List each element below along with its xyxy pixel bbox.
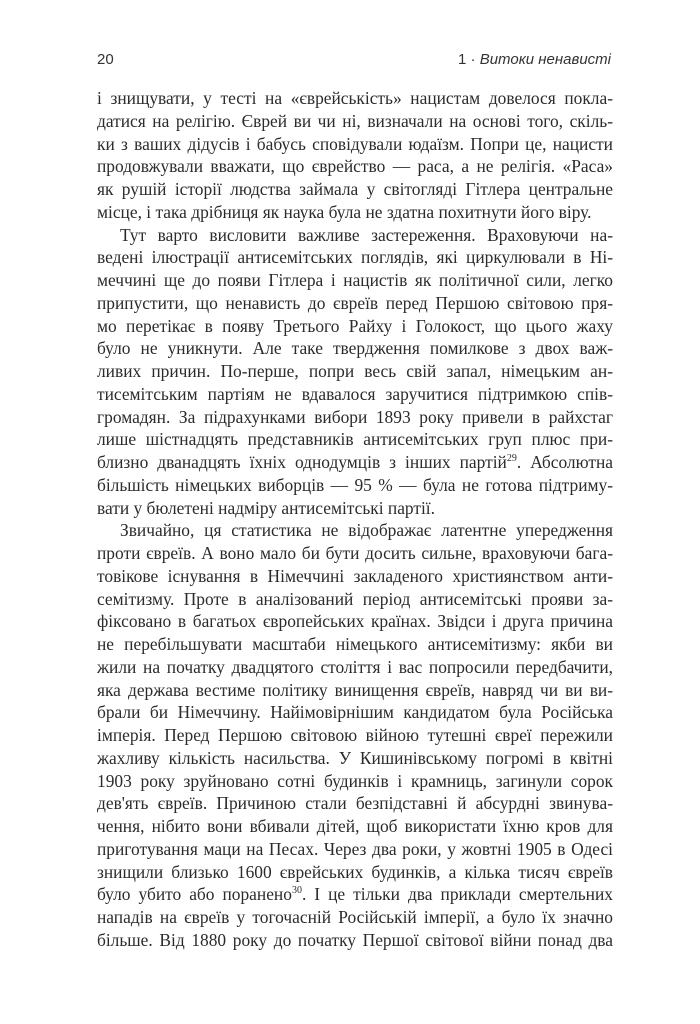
page-number: 20 bbox=[97, 51, 114, 68]
text-line bbox=[97, 610, 613, 633]
paragraph bbox=[97, 519, 613, 951]
text-line bbox=[97, 383, 613, 406]
text-line bbox=[97, 542, 613, 565]
text-line bbox=[97, 451, 613, 474]
line-text: ведені ілюстрації антисемітських поглядів, які циркулювали в Ні- bbox=[97, 247, 613, 268]
paragraph bbox=[97, 87, 613, 224]
line-text: приготування маци на Песах. Через два роки, у жовтні 1905 в Одесі bbox=[97, 838, 613, 859]
line-text: більше. Від 1880 року до початку Першої світової війни понад два bbox=[97, 929, 613, 950]
line-text: вати у бюлетені надміру антисемітські партії. bbox=[97, 497, 435, 518]
text-line bbox=[97, 133, 613, 156]
text-line bbox=[97, 861, 613, 884]
text-line bbox=[97, 269, 613, 292]
text-line bbox=[97, 929, 613, 952]
text-line bbox=[97, 201, 613, 224]
line-text: . Абсолютна bbox=[516, 452, 613, 472]
text-line bbox=[97, 679, 613, 702]
line-text: продовжували вважати, що єврейство — раса, а не релігія. «Раса» bbox=[97, 156, 613, 177]
line-text: товікове існування в Німеччині закладеного християнством анти- bbox=[97, 565, 613, 586]
line-text: громадян. За підрахунками вибори 1893 року привели в райхстаг bbox=[97, 406, 613, 427]
text-line bbox=[97, 838, 613, 861]
running-header bbox=[458, 51, 611, 68]
text-line bbox=[97, 292, 613, 315]
footnote-reference[interactable]: 29 bbox=[506, 453, 517, 465]
line-text: жили на початку двадцятого століття і вас попросили передбачити, bbox=[97, 656, 613, 677]
text-line bbox=[97, 815, 613, 838]
line-text: і знищувати, у тесті на «єврейськість» нацистам довелося покла- bbox=[97, 88, 613, 108]
line-text: семітизму. Проте в аналізований період антисемітські прояви за- bbox=[97, 588, 613, 609]
line-text: знищили близько 1600 єврейських будинків, а кілька тисяч євреїв bbox=[97, 861, 613, 882]
line-text: ки з ваших дідусів і бабусь сповідували юдаїзм. Попри це, нацисти bbox=[97, 133, 613, 154]
chapter-number: 1 bbox=[458, 51, 467, 68]
text-line bbox=[97, 724, 613, 747]
text-line bbox=[97, 656, 613, 679]
line-text: меччині ще до появи Гітлера і нацистів як політичної сили, легко bbox=[97, 270, 613, 290]
line-text: фіксовано в багатьох європейських країнах. Звідси і друга причина bbox=[97, 611, 613, 632]
line-text: проти євреїв. А воно мало би бути досить сильне, враховуючи бага- bbox=[97, 543, 613, 563]
line-text: дев'ять євреїв. Причиною стали безпідставні й абсурдні звинува- bbox=[97, 793, 613, 814]
line-text: було убито або поранено bbox=[97, 884, 292, 905]
text-line bbox=[97, 747, 613, 770]
line-text: тисемітським партіям не вдавалося заручитися підтримкою спів- bbox=[97, 383, 613, 404]
text-line bbox=[97, 588, 613, 611]
text-line bbox=[97, 497, 613, 520]
text-line bbox=[97, 633, 613, 656]
line-text: мо перетікає в появу Третього Райху і Голокост, що цього жаху bbox=[97, 315, 613, 336]
chapter-title: Витоки ненависті bbox=[479, 51, 611, 68]
line-text: нападів на євреїв у тогочасній Російській імперії, а було їх значно bbox=[97, 907, 613, 927]
footnote-reference[interactable]: 30 bbox=[291, 885, 302, 897]
text-line bbox=[97, 883, 613, 906]
text-line bbox=[97, 315, 613, 338]
text-line bbox=[97, 155, 613, 178]
paragraph bbox=[97, 224, 613, 520]
text-line bbox=[97, 87, 613, 110]
line-text: більшість німецьких виборців — 95 % — була не готова підтриму- bbox=[97, 474, 613, 495]
text-line bbox=[97, 110, 613, 133]
line-text: як рушій історії людства займала у світогляді Гітлера центральне bbox=[97, 179, 613, 199]
line-text: датися на релігію. Єврей ви чи ні, визначали на основі того, скіль- bbox=[97, 110, 613, 131]
text-line bbox=[97, 360, 613, 383]
line-text: не перебільшувати масштаби німецького антисемітизму: якби ви bbox=[97, 634, 613, 654]
line-text: лише шістнадцять представників антисемітських груп плюс при- bbox=[97, 429, 613, 450]
text-line bbox=[97, 406, 613, 429]
text-line bbox=[97, 906, 613, 929]
text-line bbox=[97, 337, 613, 360]
text-line bbox=[97, 224, 613, 247]
line-text: . І це тільки два приклади смертельних bbox=[301, 884, 613, 905]
text-line bbox=[97, 565, 613, 588]
text-line bbox=[97, 770, 613, 793]
body-text bbox=[97, 87, 613, 952]
text-line bbox=[97, 474, 613, 497]
line-text: яка держава вестиме політику винищення євреїв, навряд чи ви ви- bbox=[97, 679, 613, 700]
text-line bbox=[97, 792, 613, 815]
line-text: ливих причин. По-перше, попри весь свій запал, німецьким ан- bbox=[97, 361, 613, 381]
line-text: Тут варто висловити важливе застереження. Враховуючи на- bbox=[120, 224, 613, 245]
text-line bbox=[97, 246, 613, 269]
text-line bbox=[97, 701, 613, 724]
line-text: жахливу кількість насильства. У Кишинівському погромі в квітні bbox=[97, 747, 613, 768]
line-text: брали би Німеччину. Найімовірнішим кандидатом була Російська bbox=[97, 702, 613, 723]
text-line bbox=[97, 178, 613, 201]
line-text: імперія. Перед Першою світовою війною тутешні євреї пережили bbox=[97, 725, 613, 745]
line-text: було не уникнути. Але таке твердження помилкове з двох важ- bbox=[97, 338, 613, 359]
text-line bbox=[97, 428, 613, 451]
line-text: чення, нібито вони вбивали дітей, щоб використати їхню кров для bbox=[97, 816, 613, 836]
line-text: 1903 року зруйновано сотні будинків і крамниць, загинули сорок bbox=[97, 770, 613, 791]
line-text: місце, і така дрібниця як наука була не здатна похитнути його віру. bbox=[97, 201, 592, 222]
line-text: близно дванадцять їхніх однодумців з інших партій bbox=[97, 452, 507, 472]
separator: · bbox=[470, 51, 476, 68]
line-text: припустити, що ненависть до євреїв перед Першою світовою пря- bbox=[97, 292, 613, 313]
text-line bbox=[97, 519, 613, 542]
line-text: Звичайно, ця статистика не відображає латентне упередження bbox=[120, 520, 613, 541]
